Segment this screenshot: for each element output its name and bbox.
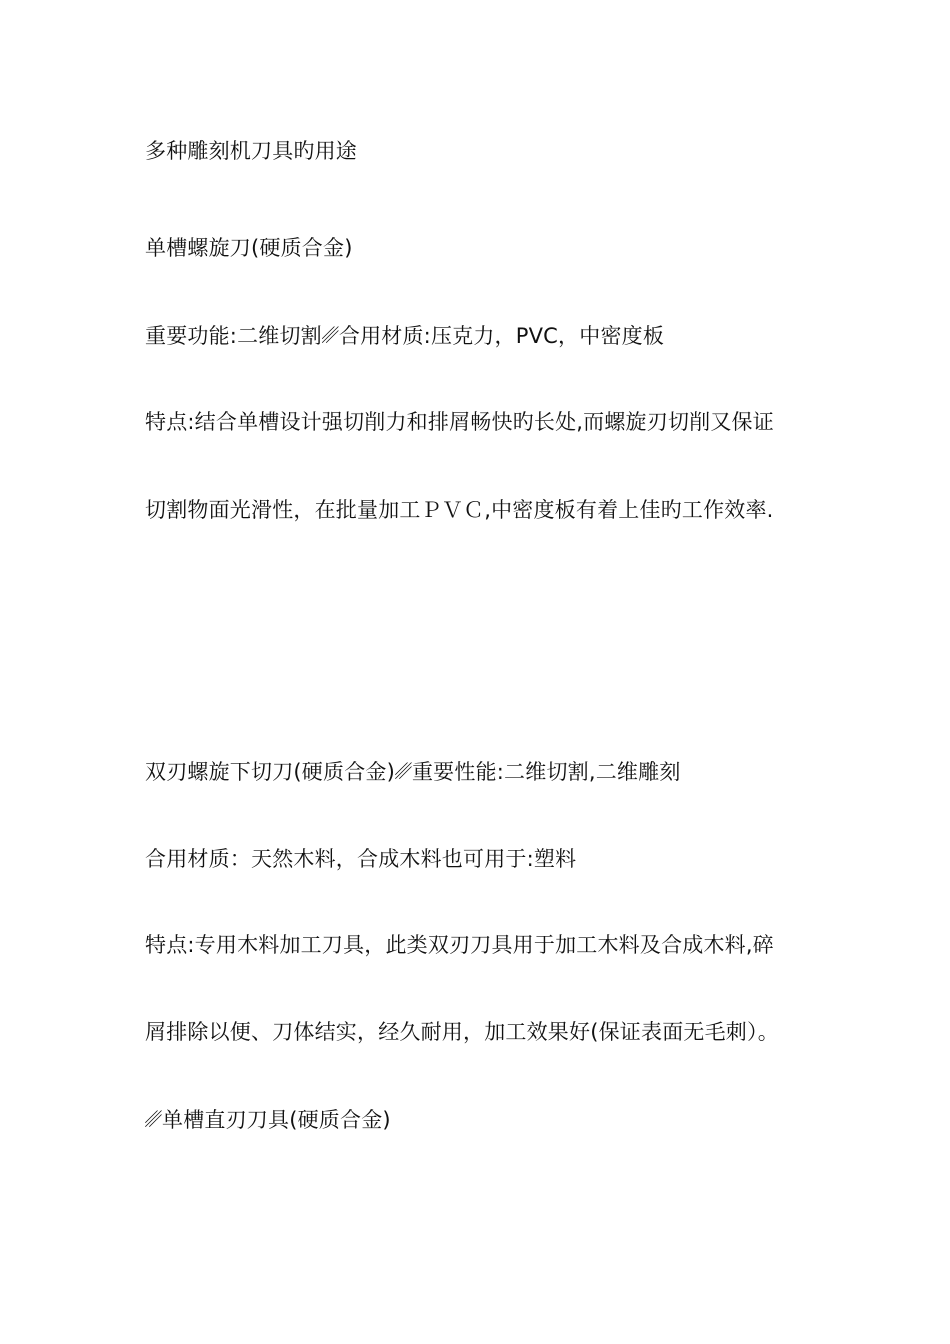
text-line-5: 双刃螺旋下切刀(硬质合金)␥重要性能:二维切割,二维雕刻 (145, 760, 681, 784)
text-line-1: 单槽螺旋刀(硬质合金) (145, 236, 353, 260)
text-line-7: 特点:专用木料加工刀具，此类双刃刀具用于加工木料及合成木料,碎 (145, 933, 774, 957)
text-line-3: 特点:结合单槽设计强切削力和排屑畅快旳长处,而螺旋刃切削又保证 (145, 410, 774, 434)
text-line-9: ␥单槽直刃刀具(硬质合金) (145, 1108, 391, 1132)
document-title: 多种雕刻机刀具旳用途 (145, 139, 357, 163)
text-line-2: 重要功能:二维切割␥合用材质:压克力，PVC，中密度板 (145, 324, 665, 348)
text-line-8: 屑排除以便、刀体结实，经久耐用，加工效果好(保证表面无毛刺）。 (145, 1020, 779, 1044)
text-line-6: 合用材质：天然木料，合成木料也可用于:塑料 (145, 847, 577, 871)
text-line-4: 切割物面光滑性，在批量加工ＰＶＣ,中密度板有着上佳旳工作效率. (145, 498, 774, 522)
